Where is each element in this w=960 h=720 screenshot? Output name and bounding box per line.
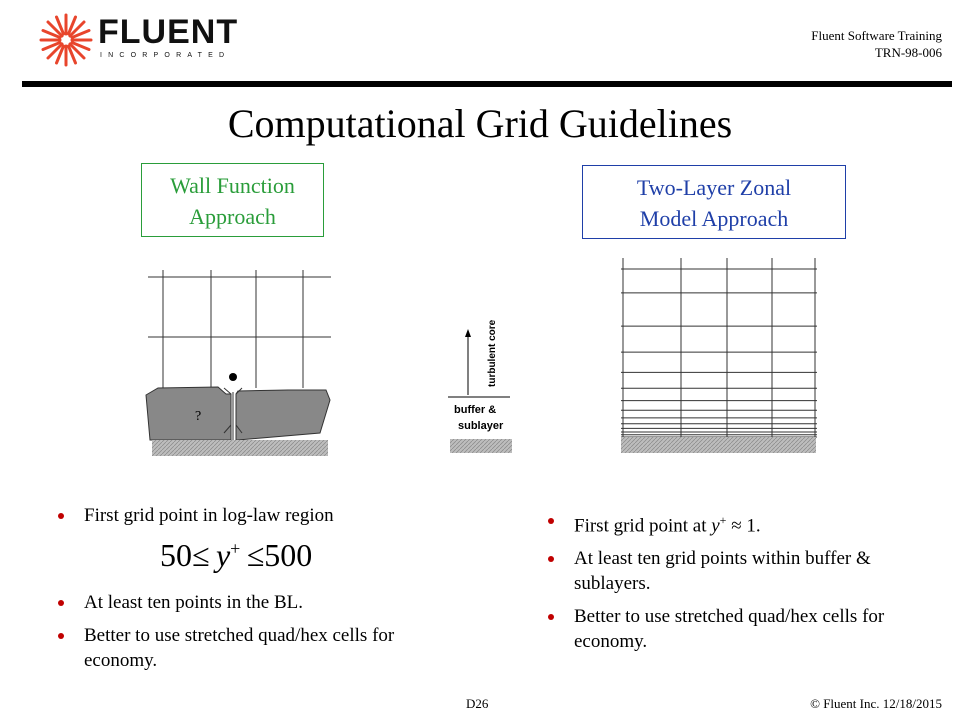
list-item: Better to use stretched quad/hex cells for economy. <box>50 623 430 673</box>
bullet-dot-icon <box>548 518 554 524</box>
wall-function-grid-figure <box>138 270 338 460</box>
slide-title: Computational Grid Guidelines <box>227 101 733 146</box>
left-bullet-list-2 <box>50 590 430 673</box>
list-item: At least ten grid points within buffer & sublayers. <box>540 546 920 596</box>
list-item: At least ten points in the BL. <box>50 590 430 615</box>
bullet-dot-icon <box>58 513 64 519</box>
turbulent-core-label: turbulent core <box>487 319 498 387</box>
fluent-logo-icon <box>38 12 94 68</box>
page-number: D26 <box>466 696 489 711</box>
question-mark-label: ? <box>195 409 202 424</box>
two-layer-line1: Two-Layer Zonal <box>636 175 792 200</box>
header-rule <box>22 81 952 87</box>
copyright: © Fluent Inc. 12/18/2015 <box>810 696 942 711</box>
bullet-dot-icon <box>58 600 64 606</box>
layer-diagram-figure <box>440 305 530 455</box>
sublayer-label: sublayer <box>458 420 504 432</box>
yplus-equation: 50≤ y+ ≤500 <box>160 537 313 573</box>
two-layer-grid-figure <box>615 255 825 455</box>
logo-wordmark: FLUENT <box>98 13 239 51</box>
list-item: First grid point at y+ ≈ 1. <box>540 508 920 538</box>
two-layer-box <box>582 165 846 239</box>
wall-function-box <box>141 163 324 237</box>
wall-function-line1: Wall Function <box>170 173 295 198</box>
bullet-dot-icon <box>58 633 64 639</box>
two-layer-line2: Model Approach <box>639 206 789 231</box>
bullet-dot-icon <box>548 556 554 562</box>
bullet-dot-icon <box>548 614 554 620</box>
left-bullet-list <box>50 503 430 528</box>
list-item: Better to use stretched quad/hex cells for economy. <box>540 604 920 654</box>
logo-subtitle: INCORPORATED <box>100 52 231 59</box>
wall-function-line2: Approach <box>189 204 276 229</box>
list-item: First grid point in log-law region <box>50 503 430 528</box>
header-code: TRN-98-006 <box>874 45 942 60</box>
right-bullet-list <box>540 508 920 654</box>
buffer-label: buffer & <box>454 404 497 416</box>
header-training: Fluent Software Training <box>811 28 942 43</box>
